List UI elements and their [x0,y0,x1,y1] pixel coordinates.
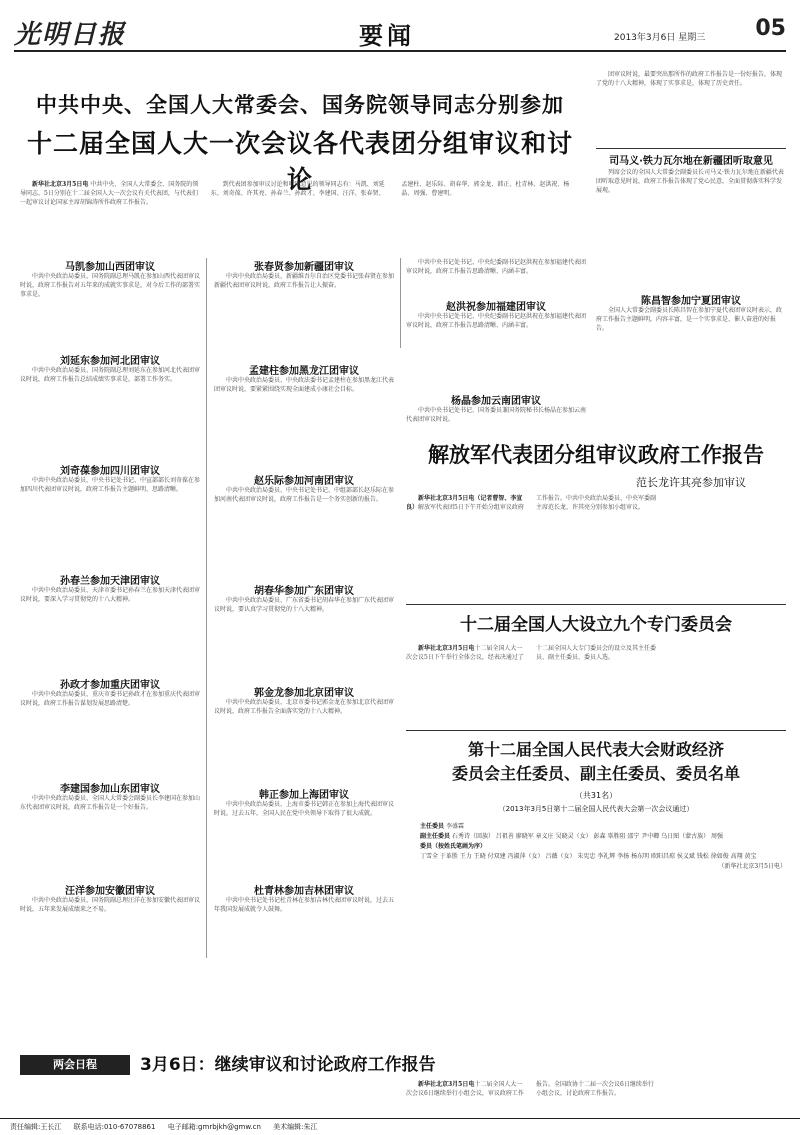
committees-body: 十二届全国人大一次会议5日下午举行全体会议，经表决通过了十二届全国人大专门委员会的设立及其主任委员、副主任委员、委员人选。 [406,645,657,661]
article-zhao-hongzhu [406,312,586,382]
body-text: 列席会议的全国人大常委会副委员长司马义·铁力瓦尔地在新疆代表团听取意见时说，政府工作报告体现了党心民意，全面贯彻落实科学发展观。 [596,169,784,194]
footer-editor: 责任编辑:王长江 [10,1123,62,1131]
article-body: 中共中央政治局委员、中央书记处书记、中组部部长赵乐际在参加河南代表团审议时说，政府工作报告是一个务实创新的报告。 [214,487,394,503]
two-sessions-banner: 两会日程 [20,1055,130,1075]
article-body: 全国人大常委会副委员长陈昌智在参加宁夏代表团审议时表示，政府工作报告主题鲜明，内容丰富，是一个实事求是、催人奋进的好报告。 [596,307,783,332]
article-body: 中共中央政治局委员、国务院副总理汪洋在参加安徽代表团审议时说，五年来发展成绩来之不易。 [20,897,200,913]
subhead-chen-changzhi: 陈昌智参加宁夏团审议 [641,296,741,307]
military-byline: 范长龙许其亮参加审议 [636,476,746,489]
article-continuation [406,258,586,296]
subhead-li-jianguo: 李建国参加山东团审议 [60,784,160,795]
article-wang-yang [20,896,200,966]
main-headline-line-2: 十二届全国人大一次会议各代表团分组审议和讨论 [26,129,573,194]
article-chen-changzhi [596,306,786,416]
article-sun-chunlan [20,586,200,668]
subhead-liu-qibao: 刘奇葆参加四川团审议 [60,466,160,477]
column-divider [206,258,207,958]
issue-date: 2013年3月6日 星期三 [614,33,706,43]
subhead-zhao-hongzhu: 赵洪祝参加福建团审议 [446,302,546,313]
article-body: 中共中央政治局委员、中央书记处书记、中宣部部长刘奇葆在参加四川代表团审议时说，政府工作报告主题鲜明、思路清晰。 [20,477,200,493]
finance-note: （2013年3月5日第十二届全国人民代表大会第一次会议通过） [498,805,694,813]
two-sessions-article [406,1080,786,1116]
article-guo-jinlong [214,698,394,780]
subhead-liu-yandong: 刘延东参加河北团审议 [60,356,160,367]
subhead-sun-chunlan: 孙春兰参加天津团审议 [60,576,160,587]
subhead-zhang-chunxian: 张春贤参加新疆团审议 [254,262,354,273]
article-body: 中共中央书记处书记、国务委员兼国务院秘书长杨晶在参加云南代表团审议时说。 [406,407,586,423]
article-liu-qibao [20,476,200,566]
subhead-right-top: 司马义·铁力瓦尔地在新疆团听取意见 [609,156,773,167]
article-liu-yandong [20,366,200,456]
article-body: 中共中央政治局委员、全国人大常委会副委员长李建国在参加山东代表团审议时说，政府工作报告是一个好报告。 [20,795,200,811]
committees-article [406,644,786,724]
finance-headline [406,738,786,786]
chair-name: 李盛霖 [445,823,464,830]
dateline: 新华社北京3月5日电 [32,181,89,188]
two-sessions-dateline: 新华社北京3月5日电 [418,1081,475,1088]
subhead-meng-jianzhu: 孟建柱参加黑龙江团审议 [249,366,359,377]
divider [406,604,786,605]
column-divider [400,258,401,348]
article-zhang-chunxian [214,272,394,354]
article-yang-jing [406,406,586,436]
military-article [406,494,786,594]
article-body: 中共中央书记处书记杜青林在参加吉林代表团审议时说，过去五年我国发展成就令人鼓舞。 [214,897,394,913]
article-body: 中共中央政治局委员、天津市委书记孙春兰在参加天津代表团审议时说，要深入学习贯彻党的十八大精神。 [20,587,200,603]
article-li-jianguo [20,794,200,876]
article-du-qinglin [214,896,394,966]
subhead-yang-jing: 杨晶参加云南团审议 [451,396,541,407]
article-body: 中共中央政治局委员、重庆市委书记孙政才在参加重庆代表团审议时说，政府工作报告谋划发展思路清楚。 [20,691,200,707]
footer-art-editor: 美术编辑:朱江 [273,1123,318,1131]
subhead-wang-yang: 汪洋参加安徽团审议 [65,886,155,897]
subhead-han-zheng: 韩正参加上海团审议 [259,790,349,801]
article-body: 中共中央书记处书记、中央纪委副书记赵洪祝在参加福建代表团审议时说，政府工作报告思路清晰、内涵丰富。 [406,313,586,329]
article-body: 中共中央政治局委员、广东省委书记胡春华在参加广东代表团审议时说，要认真学习贯彻党的十八大精神。 [214,597,394,613]
right-top-body [596,168,786,278]
article-sun-zhengcai [20,690,200,772]
finance-roster [420,822,786,872]
article-body: 中共中央政治局委员、国务院副总理刘延东在参加河北代表团审议时说，政府工作报告总结成绩实事求是，部署工作务实。 [20,367,200,383]
footer [0,1118,800,1135]
continuation-text: 团审议时说，最要突出那所作的政府工作报告是一份好报告，体现了党的十八大精神，体现了实事求是，体现了历史责任。 [596,71,783,87]
right-top-column [596,70,786,140]
article-ma-kai [20,272,200,346]
main-lead-article [20,180,580,250]
article-meng-jianzhu [214,376,394,466]
military-dateline: 新华社北京3月5日电（记者曹智、李宣良） [406,495,523,511]
article-body: 中共中央政治局委员、北京市委书记郭金龙在参加北京代表团审议时说，政府工作报告全面落实党的十八大精神。 [214,699,394,715]
article-body: 中共中央书记处书记、中央纪委副书记赵洪祝在参加福建代表团审议时说，政府工作报告思路清晰、内涵丰富。 [406,259,586,275]
lead-body: 中共中央、全国人大常委会、国务院的领导同志，5日分别在十二届全国人大一次会议有关代表团，与代表们一起审议讨论国家主席胡锦涛所作政府工作报告。 [20,181,199,206]
finance-headline-line-2: 委员会主任委员、副主任委员、委员名单 [451,764,740,783]
finance-headline-line-1: 第十二届全国人民代表大会财政经济 [467,740,724,759]
main-headline-line-1: 中共中央、全国人大常委会、国务院领导同志分别参加 [36,93,564,117]
chair-label: 主任委员 [420,823,445,830]
military-headline: 解放军代表团分组审议政府工作报告 [428,443,764,467]
members-label: 委员（按姓氏笔画为序） [420,843,487,850]
subhead-ma-kai: 马凯参加山西团审议 [65,262,155,273]
two-sessions-body: 十二届全国人大一次会议6日继续举行小组会议，审议政府工作报告。全国政协十二届一次会议6日继续举行小组会议，讨论政府工作报告。 [406,1081,654,1097]
committees-headline: 十二届全国人大设立九个专门委员会 [460,615,732,635]
article-han-zheng [214,800,394,876]
masthead [14,14,786,52]
subhead-zhao-leji: 赵乐际参加河南团审议 [254,476,354,487]
article-zhao-leji [214,486,394,576]
committees-dateline: 新华社北京3月5日电 [418,645,475,652]
member-names: 丁雪全 于革胜 王力 王晓 付双建 冯淑萍（女） 吕薇（女） 朱宪忠 李礼辉 李扬 杨东明 欧阳昌琼 侯义斌 钱松 徐如俊 高翔 黄宝 [420,853,757,860]
article-body: 中共中央政治局委员、国务院副总理马凯在参加山西代表团审议时说，政府工作报告对五年来的成就实事求是，对今后工作的部署实事求是。 [20,273,200,298]
article-body: 中共中央政治局委员、新疆维吾尔自治区党委书记张春贤在参加新疆代表团审议时说，政府工作报告让人振奋。 [214,273,394,289]
subhead-hu-chunhua: 胡春华参加广东团审议 [254,586,354,597]
page-number: 05 [755,16,786,41]
divider [406,730,786,731]
newspaper-logo: 光明日报 [14,20,127,50]
lead-body-2: 到代表团参加审议讨论和听取意见的领导同志有：马凯、刘延东、刘奇葆、许其亮、孙春兰、孙政才、李建国、汪洋、张春贤、孟建柱、赵乐际、胡春华、郭金龙、韩正、杜青林、赵洪祝、杨晶、周强、曹建明。 [210,181,570,197]
section-title: 要闻 [359,22,415,50]
article-body: 中共中央政治局委员、中央政法委书记孟建柱在参加黑龙江代表团审议时说，要紧紧围绕实现全面建成小康社会目标。 [214,377,394,393]
finance-count: （共31名） [574,791,618,800]
footer-email: 电子邮箱:gmrbjkh@gmw.cn [167,1123,261,1131]
military-body: 解放军代表团5日下午开始分组审议政府工作报告。中共中央政治局委员、中央军委副主席范长龙、许其亮分别参加小组审议。 [418,495,657,511]
subhead-du-qinglin: 杜青林参加吉林团审议 [254,886,354,897]
vice-label: 副主任委员 [420,833,451,840]
finance-source: （新华社北京3月5日电） [718,863,786,870]
vice-names: 石秀诗（回族） 吕祖善 廖晓军 章义庄 吴晓灵（女） 彭森 辜胜阻 邵宁 尹中卿 乌日图（蒙古族） 周强 [451,833,724,840]
two-sessions-headline: 3月6日：继续审议和讨论政府工作报告 [140,1055,436,1075]
article-hu-chunhua [214,596,394,678]
article-body: 中共中央政治局委员、上海市委书记韩正在参加上海代表团审议时说，过去五年，全国人民在党中央领导下取得了很大成就。 [214,801,394,817]
subhead-sun-zhengcai: 孙政才参加重庆团审议 [60,680,160,691]
subhead-guo-jinlong: 郭金龙参加北京团审议 [254,688,354,699]
footer-phone: 联系电话:010-67078861 [73,1123,156,1131]
divider [596,148,786,149]
